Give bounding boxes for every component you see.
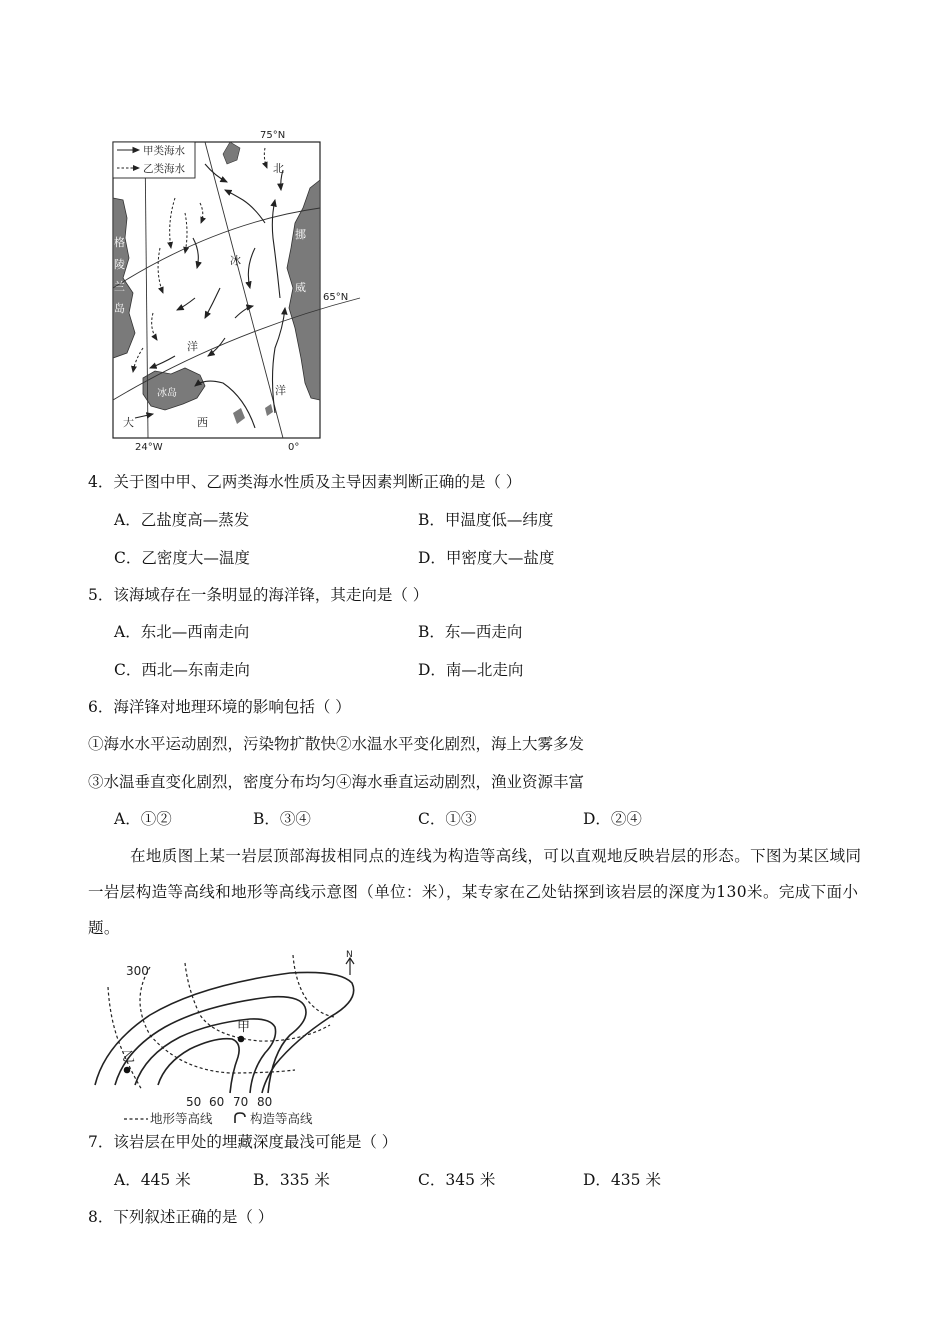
q5-option-a[interactable]: A．东北—西南走向	[114, 623, 250, 641]
q4-stem: 4．关于图中甲、乙两类海水性质及主导因素判断正确的是（ ）	[88, 473, 522, 491]
legend-structure-label: 构造等高线	[250, 1111, 313, 1125]
q6-option-c[interactable]: C．①③	[418, 810, 477, 828]
contour-diagram	[90, 945, 380, 1125]
material-paragraph	[88, 838, 868, 946]
legend-terrain-label: 地形等高线	[150, 1111, 213, 1125]
norway-char-2: 威	[295, 281, 306, 294]
lon-0-label: 0°	[288, 442, 300, 453]
q5-stem: 5．该海域存在一条明显的海洋锋，其走向是（ ）	[88, 586, 429, 604]
q4-option-d[interactable]: D．甲密度大—盐度	[418, 549, 555, 567]
north-label: N	[346, 950, 353, 960]
ocean-current-map	[105, 128, 365, 454]
lat-75-label: 75°N	[260, 130, 286, 141]
q6-option-d[interactable]: D．②④	[583, 810, 642, 828]
arctic-char-2: 冰	[230, 254, 241, 267]
arctic-char-1: 北	[273, 162, 284, 175]
legend-cold-label: 乙类海水	[143, 163, 185, 175]
greenland-char-2: 陵	[114, 258, 125, 271]
q5-option-b[interactable]: B．东—西走向	[418, 623, 523, 641]
contour-50-label: 50	[186, 1095, 202, 1109]
q6-statements-2: ③水温垂直变化剧烈，密度分布均匀④海水垂直运动剧烈，渔业资源丰富	[88, 773, 585, 791]
iceland-label: 冰岛	[157, 388, 177, 399]
q7-stem: 7．该岩层在甲处的埋藏深度最浅可能是（ ）	[88, 1133, 398, 1151]
q7-option-d[interactable]: D．435 米	[583, 1171, 661, 1189]
greenland-char-4: 岛	[114, 302, 125, 315]
q4-option-a[interactable]: A．乙盐度高—蒸发	[114, 511, 250, 529]
material-text: 在地质图上某一岩层顶部海拔相同点的连线为构造等高线，可以直观地反映岩层的形态。下图为某区域同一岩层构造等高线和地形等高线示意图（单位：米），某专家在乙处钻探到该岩层的深度为130米。完成下面小题。	[88, 847, 862, 937]
q7-option-b[interactable]: B．335 米	[253, 1171, 330, 1189]
jia-label: 甲	[237, 1020, 251, 1035]
contour-70-label: 70	[233, 1095, 249, 1109]
point-yi	[124, 1067, 131, 1074]
atlantic-char-1: 大	[123, 416, 134, 429]
q4-option-c[interactable]: C．乙密度大—温度	[114, 549, 250, 567]
greenland-char-3: 兰	[114, 280, 125, 293]
q5-option-d[interactable]: D．南—北走向	[418, 661, 524, 679]
atlantic-char-2: 西	[197, 416, 208, 429]
q4-option-b[interactable]: B．甲温度低—纬度	[418, 511, 554, 529]
greenland-char-1: 格	[114, 236, 125, 249]
lat-65-label: 65°N	[323, 292, 349, 303]
point-jia	[238, 1036, 245, 1043]
legend-warm-label: 甲类海水	[143, 145, 185, 157]
q8-stem: 8．下列叙述正确的是（ ）	[88, 1208, 274, 1226]
arctic-char-3: 洋	[187, 340, 198, 353]
contour-80-label: 80	[257, 1095, 273, 1109]
q7-option-c[interactable]: C．345 米	[418, 1171, 496, 1189]
q6-stem: 6．海洋锋对地理环境的影响包括（ ）	[88, 698, 351, 716]
q5-option-c[interactable]: C．西北—东南走向	[114, 661, 250, 679]
atlantic-char-3: 洋	[275, 384, 286, 397]
contour-60-label: 60	[209, 1095, 225, 1109]
terrain-300-label: 300	[126, 964, 149, 978]
q6-option-b[interactable]: B．③④	[253, 810, 311, 828]
lon-24-label: 24°W	[135, 442, 163, 453]
q6-option-a[interactable]: A．①②	[114, 810, 172, 828]
q7-option-a[interactable]: A．445 米	[114, 1171, 191, 1189]
yi-label: 乙	[122, 1050, 136, 1065]
norway-char-1: 挪	[295, 228, 306, 241]
q6-statements-1: ①海水水平运动剧烈，污染物扩散快②水温水平变化剧烈，海上大雾多发	[88, 735, 585, 753]
